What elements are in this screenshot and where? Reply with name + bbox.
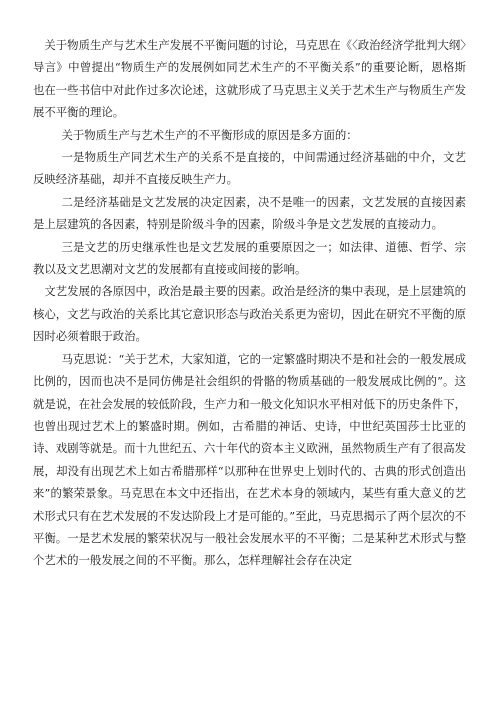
paragraph-politics: 文艺发展的各原因中，政治是最主要的因素。政治是经济的集中表现，是上层建筑的核心，文艺与政治的关系比其它意识形态与政治关系更为密切，因此在研究不平衡的原因时必须着眼于政治。 bbox=[33, 284, 466, 344]
paragraph-marx-quote: 马克思说：“关于艺术，大家知道，它的一定繁盛时期决不是和社会的一般发展成比例的，因而也决不是同仿佛是社会组织的骨骼的物质基础的一般发展成比例的”。这就是说，在社会发展的较低阶段，生产力和一般文化知识水平相对低下的历史条件下，也曾出现过艺术上的繁盛时期。例如，古希腊的神话、史诗，中世纪英国莎士比亚的诗、戏剧等就是。而十九世纪五、六十年代的资本主义欧洲，虽然物质生产有了很高发展，却没有出现艺术上如古希腊那样“以那种在世界史上划时代的、古典的形式创造出来”的繁荣景象。马克思在本文中还指出，在艺术本身的领域内，某些有重大意义的艺术形式只有在艺术发展的不发达阶段上才是可能的。”至此，马克思揭示了两个层次的不平衡。一是艺术发展的繁荣状况与一般社会发展水平的不平衡；二是某种艺术形式与整个艺术的一般发展之间的不平衡。那么，怎样理解社会存在决定 bbox=[33, 351, 466, 568]
paragraph-cause-two: 二是经济基础是文艺发展的决定因素，决不是唯一的因素，文艺发展的直接因素是上层建筑的各因素，特别是阶级斗争的因素，阶级斗争是文艺发展的直接动力。 bbox=[33, 194, 466, 232]
paragraph-intro: 关于物质生产与艺术生产发展不平衡问题的讨论，马克思在《〈政治经济学批判大纲〉导言》中曾提出“物质生产的发展例如同艺术生产的不平衡关系”的重要论断，恩格斯也在一些书信中对此作过多次论述，这就形成了马克思主义关于艺术生产与物质生产发展不平衡的理论。 bbox=[33, 38, 466, 120]
paragraph-cause-three: 三是文艺的历史继承性也是文艺发展的重要原因之一；如法律、道德、哲学、宗教以及文艺思潮对文艺的发展都有直接或间接的影响。 bbox=[33, 239, 466, 277]
paragraph-cause-one: 一是物质生产同艺术生产的关系不是直接的，中间需通过经济基础的中介，文艺反映经济基础，却并不直接反映生产力。 bbox=[33, 150, 466, 187]
paragraph-causes-heading: 关于物质生产与艺术生产的不平衡形成的原因是多方面的： bbox=[61, 127, 358, 142]
